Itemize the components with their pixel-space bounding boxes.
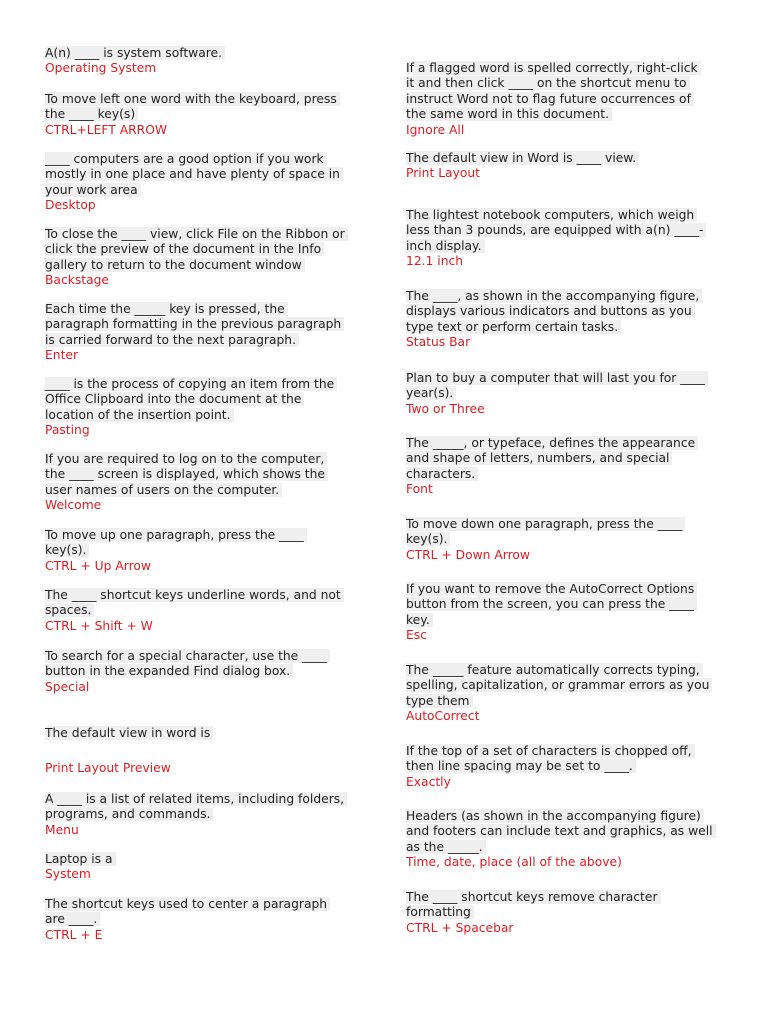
question-line bbox=[45, 452, 375, 467]
answer-text: Status Bar bbox=[406, 335, 471, 350]
question-line bbox=[406, 76, 736, 91]
question-text: A(n) ____ is system software. bbox=[45, 46, 225, 60]
answer-text: Backstage bbox=[45, 273, 109, 288]
question-item bbox=[406, 436, 736, 498]
answer-text: Exactly bbox=[406, 774, 451, 789]
answer-text: Operating System bbox=[45, 61, 157, 76]
question-line bbox=[406, 905, 736, 920]
question-item bbox=[406, 663, 736, 725]
question-item bbox=[406, 890, 736, 936]
question-text: To move up one paragraph, press the ____ bbox=[45, 528, 307, 542]
question-line bbox=[406, 532, 736, 547]
question-line bbox=[406, 436, 736, 451]
question-item bbox=[45, 152, 375, 214]
question-text: the ____ key(s) bbox=[45, 107, 138, 121]
answer-text: CTRL + Shift + W bbox=[45, 618, 153, 633]
question-text: To move left one word with the keyboard, press bbox=[45, 92, 340, 106]
answer-text: Print Layout Preview bbox=[45, 761, 171, 776]
question-item bbox=[45, 377, 375, 439]
answer-text: Welcome bbox=[45, 498, 102, 513]
question-text: formatting bbox=[406, 905, 474, 919]
question-text: the ____ screen is displayed, which shows the bbox=[45, 467, 328, 481]
question-line bbox=[406, 809, 736, 824]
question-item bbox=[406, 151, 736, 182]
question-text: spelling, capitalization, or grammar errors as you bbox=[406, 678, 712, 692]
question-line bbox=[406, 208, 736, 223]
question-line bbox=[406, 890, 736, 905]
question-text: key(s). bbox=[406, 532, 450, 546]
question-item bbox=[406, 582, 736, 644]
question-text: The ____ shortcut keys remove character bbox=[406, 890, 661, 904]
question-line bbox=[406, 582, 736, 597]
question-item bbox=[406, 809, 736, 871]
question-line bbox=[45, 92, 375, 107]
question-text: displays various indicators and buttons as you bbox=[406, 304, 695, 318]
question-line bbox=[45, 227, 375, 242]
question-text: and shape of letters, numbers, and special bbox=[406, 451, 672, 465]
question-line bbox=[406, 597, 736, 612]
question-line bbox=[45, 317, 375, 332]
question-item bbox=[45, 649, 375, 695]
question-line bbox=[45, 302, 375, 317]
question-text: If you want to remove the AutoCorrect Options bbox=[406, 582, 697, 596]
question-line bbox=[406, 151, 736, 166]
question-line bbox=[406, 386, 736, 401]
question-line bbox=[45, 107, 375, 122]
question-text: If the top of a set of characters is chopped off, bbox=[406, 744, 695, 758]
answer-text: Menu bbox=[45, 822, 79, 837]
question-line bbox=[45, 912, 375, 927]
question-text: The default view in Word is ____ view. bbox=[406, 151, 639, 165]
question-line bbox=[45, 483, 375, 498]
question-text: as the _____. bbox=[406, 840, 486, 854]
question-item bbox=[406, 517, 736, 563]
answer-text: Desktop bbox=[45, 198, 96, 213]
question-text: The lightest notebook computers, which weigh bbox=[406, 208, 697, 222]
question-text: The _____, or typeface, defines the appearance bbox=[406, 436, 698, 450]
answer-text: CTRL + Down Arrow bbox=[406, 547, 530, 562]
question-line bbox=[406, 840, 736, 855]
question-text: mostly in one place and have plenty of space in bbox=[45, 167, 343, 181]
question-text: Office Clipboard into the document at the bbox=[45, 392, 304, 406]
question-item bbox=[45, 46, 375, 77]
question-text: click the preview of the document in the Info bbox=[45, 242, 324, 256]
question-item bbox=[45, 588, 375, 634]
question-text: key. bbox=[406, 613, 433, 627]
question-line bbox=[406, 759, 736, 774]
question-item bbox=[45, 528, 375, 574]
question-item bbox=[406, 289, 736, 351]
question-line bbox=[406, 371, 736, 386]
question-line bbox=[406, 239, 736, 254]
question-text: The ____ shortcut keys underline words, and not bbox=[45, 588, 344, 602]
question-line bbox=[45, 392, 375, 407]
question-text: Each time the _____ key is pressed, the bbox=[45, 302, 288, 316]
question-text: and footers can include text and graphics, as well bbox=[406, 824, 716, 838]
question-line bbox=[406, 223, 736, 238]
question-text: The ____, as shown in the accompanying figure, bbox=[406, 289, 702, 303]
question-line bbox=[406, 107, 736, 122]
question-text: Headers (as shown in the accompanying figure) bbox=[406, 809, 704, 823]
answer-text: Esc bbox=[406, 628, 427, 643]
question-line bbox=[45, 807, 375, 822]
question-text: Plan to buy a computer that will last you for ____ bbox=[406, 371, 708, 385]
question-line bbox=[45, 603, 375, 618]
answer-text: Time, date, place (all of the above) bbox=[406, 855, 622, 870]
question-item bbox=[45, 92, 375, 138]
question-line bbox=[45, 258, 375, 273]
question-line bbox=[45, 467, 375, 482]
question-line bbox=[406, 451, 736, 466]
question-line bbox=[45, 588, 375, 603]
question-item bbox=[45, 452, 375, 514]
question-text: To close the ____ view, click File on the Ribbon or bbox=[45, 227, 348, 241]
answer-text: Enter bbox=[45, 348, 79, 363]
question-text: is carried forward to the next paragraph. bbox=[45, 333, 299, 347]
answer-text: AutoCorrect bbox=[406, 709, 480, 724]
question-text: instruct Word not to flag future occurrences of bbox=[406, 92, 694, 106]
answer-text: Ignore All bbox=[406, 122, 465, 137]
question-text: Laptop is a bbox=[45, 852, 116, 866]
question-text: characters. bbox=[406, 467, 478, 481]
question-line bbox=[406, 289, 736, 304]
answer-text: Font bbox=[406, 482, 433, 497]
question-line bbox=[406, 320, 736, 335]
question-line bbox=[406, 467, 736, 482]
question-line bbox=[406, 744, 736, 759]
question-text: To search for a special character, use the ____ bbox=[45, 649, 330, 663]
question-text: type text or perform certain tasks. bbox=[406, 320, 621, 334]
question-text: ____ computers are a good option if you work bbox=[45, 152, 327, 166]
question-text: paragraph formatting in the previous paragraph bbox=[45, 317, 344, 331]
question-text: ____ is the process of copying an item from the bbox=[45, 377, 337, 391]
question-text: the same word in this document. bbox=[406, 107, 612, 121]
question-text: it and then click ____ on the shortcut menu to bbox=[406, 76, 690, 90]
answer-text: Pasting bbox=[45, 423, 90, 438]
question-line bbox=[406, 613, 736, 628]
question-line bbox=[45, 528, 375, 543]
question-line bbox=[406, 694, 736, 709]
question-line bbox=[45, 664, 375, 679]
question-line bbox=[406, 61, 736, 76]
question-line bbox=[45, 792, 375, 807]
question-item bbox=[406, 744, 736, 790]
question-text: spaces. bbox=[45, 603, 94, 617]
question-text: The _____ feature automatically corrects typing, bbox=[406, 663, 703, 677]
question-line bbox=[45, 46, 375, 61]
question-text: If you are required to log on to the computer, bbox=[45, 452, 327, 466]
question-line bbox=[406, 304, 736, 319]
question-line bbox=[406, 92, 736, 107]
question-text: If a flagged word is spelled correctly, right-click bbox=[406, 61, 701, 75]
question-text: are ____. bbox=[45, 912, 100, 926]
question-text: your work area bbox=[45, 183, 141, 197]
question-text: button from the screen, you can press the ____ bbox=[406, 597, 697, 611]
answer-text: CTRL + Up Arrow bbox=[45, 558, 151, 573]
answer-text: CTRL + E bbox=[45, 927, 103, 942]
question-text: programs, and commands. bbox=[45, 807, 213, 821]
question-text: The shortcut keys used to center a paragraph bbox=[45, 897, 330, 911]
answer-text: Special bbox=[45, 679, 90, 694]
answer-text: 12.1 inch bbox=[406, 254, 464, 269]
question-item bbox=[406, 208, 736, 270]
question-text: less than 3 pounds, are equipped with a(n) ____- bbox=[406, 223, 706, 237]
question-text: inch display. bbox=[406, 239, 485, 253]
question-text: A ____ is a list of related items, including folders, bbox=[45, 792, 347, 806]
question-item bbox=[45, 897, 375, 943]
question-item bbox=[406, 371, 736, 417]
question-text: location of the insertion point. bbox=[45, 408, 234, 422]
question-text: user names of users on the computer. bbox=[45, 483, 282, 497]
question-line bbox=[45, 183, 375, 198]
question-line bbox=[406, 517, 736, 532]
question-line bbox=[45, 377, 375, 392]
question-text: then line spacing may be set to ____. bbox=[406, 759, 636, 773]
question-item bbox=[45, 792, 375, 838]
question-text: The default view in word is bbox=[45, 726, 213, 740]
answer-text: System bbox=[45, 867, 91, 882]
question-text: button in the expanded Find dialog box. bbox=[45, 664, 293, 678]
answer-text: Two or Three bbox=[406, 401, 485, 416]
question-text: year(s). bbox=[406, 386, 456, 400]
question-line bbox=[45, 543, 375, 558]
question-line bbox=[45, 152, 375, 167]
question-text: key(s). bbox=[45, 543, 89, 557]
question-line bbox=[45, 167, 375, 182]
question-line bbox=[45, 242, 375, 257]
answer-text: Print Layout bbox=[406, 166, 480, 181]
question-line bbox=[406, 663, 736, 678]
answer-text: CTRL+LEFT ARROW bbox=[45, 122, 168, 137]
question-text: gallery to return to the document window bbox=[45, 258, 305, 272]
question-item bbox=[406, 61, 736, 138]
question-text: type them bbox=[406, 694, 473, 708]
question-line bbox=[45, 649, 375, 664]
question-line bbox=[45, 333, 375, 348]
question-line bbox=[406, 824, 736, 839]
question-line bbox=[45, 726, 375, 741]
question-line bbox=[45, 852, 375, 867]
question-line bbox=[45, 408, 375, 423]
question-line bbox=[406, 678, 736, 693]
question-item bbox=[45, 726, 375, 777]
answer-text: CTRL + Spacebar bbox=[406, 920, 514, 935]
question-item bbox=[45, 302, 375, 364]
question-item bbox=[45, 227, 375, 289]
question-line bbox=[45, 897, 375, 912]
question-item bbox=[45, 852, 375, 883]
question-text: To move down one paragraph, press the ____ bbox=[406, 517, 685, 531]
